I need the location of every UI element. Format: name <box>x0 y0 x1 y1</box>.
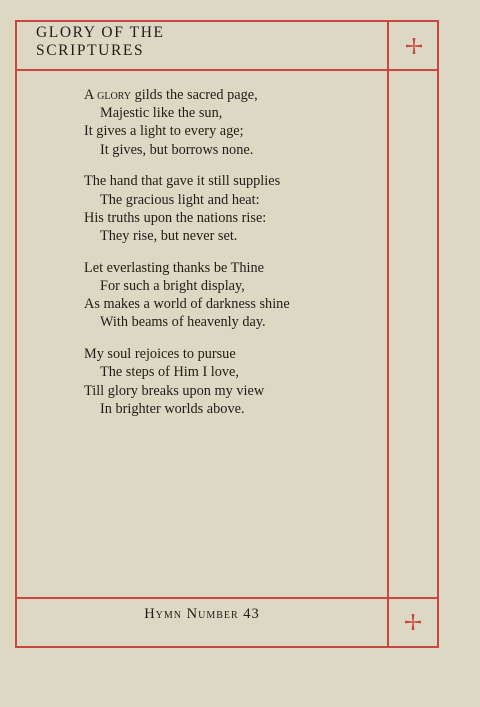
stanza <box>84 86 374 159</box>
page-title <box>36 24 376 60</box>
title-line: SCRIPTURES <box>36 42 145 59</box>
verse-line: It gives, but borrows none. <box>100 141 254 158</box>
verse-line: They rise, but never set. <box>100 228 238 245</box>
verse-line: My soul rejoices to pursue <box>84 346 236 363</box>
stanza <box>84 345 374 418</box>
cross-pattee-icon <box>404 613 422 631</box>
header-divider-rule <box>15 69 439 71</box>
verse-line: The hand that gave it still supplies <box>84 173 281 190</box>
title-line: GLORY OF THE <box>36 24 165 41</box>
footer-divider-rule <box>15 597 439 599</box>
cross-pattee-icon <box>405 37 423 55</box>
verse-line <box>84 86 374 104</box>
verse-line: As makes a world of darkness shine <box>84 296 290 313</box>
hymn-number-label: Hymn Number 43 <box>144 606 260 622</box>
frame-right-rule <box>437 20 439 648</box>
column-divider-rule <box>387 20 389 648</box>
frame-left-rule <box>15 20 17 648</box>
verse-line: In brighter worlds above. <box>100 400 245 417</box>
stanza <box>84 172 374 245</box>
verse-line: With beams of heavenly day. <box>100 314 266 331</box>
verse-line: The gracious light and heat: <box>100 191 260 208</box>
verse-line: Let everlasting thanks be Thine <box>84 259 264 276</box>
verse-line-rest: gilds the sacred page, <box>131 87 258 103</box>
stanza <box>84 259 374 332</box>
verse-line: It gives a light to every age; <box>84 123 244 140</box>
verse-line: Till glory breaks upon my view <box>84 382 265 399</box>
verse-line: The steps of Him I love, <box>100 364 239 381</box>
verse-line: Majestic like the sun, <box>100 105 223 122</box>
verse-line: His truths upon the nations rise: <box>84 209 267 226</box>
frame-bottom-rule <box>15 646 439 648</box>
opening-words: A glory <box>84 87 132 103</box>
frame-top-rule <box>15 20 439 22</box>
hymn-text <box>84 86 374 432</box>
verse-line: For such a bright display, <box>100 278 245 295</box>
